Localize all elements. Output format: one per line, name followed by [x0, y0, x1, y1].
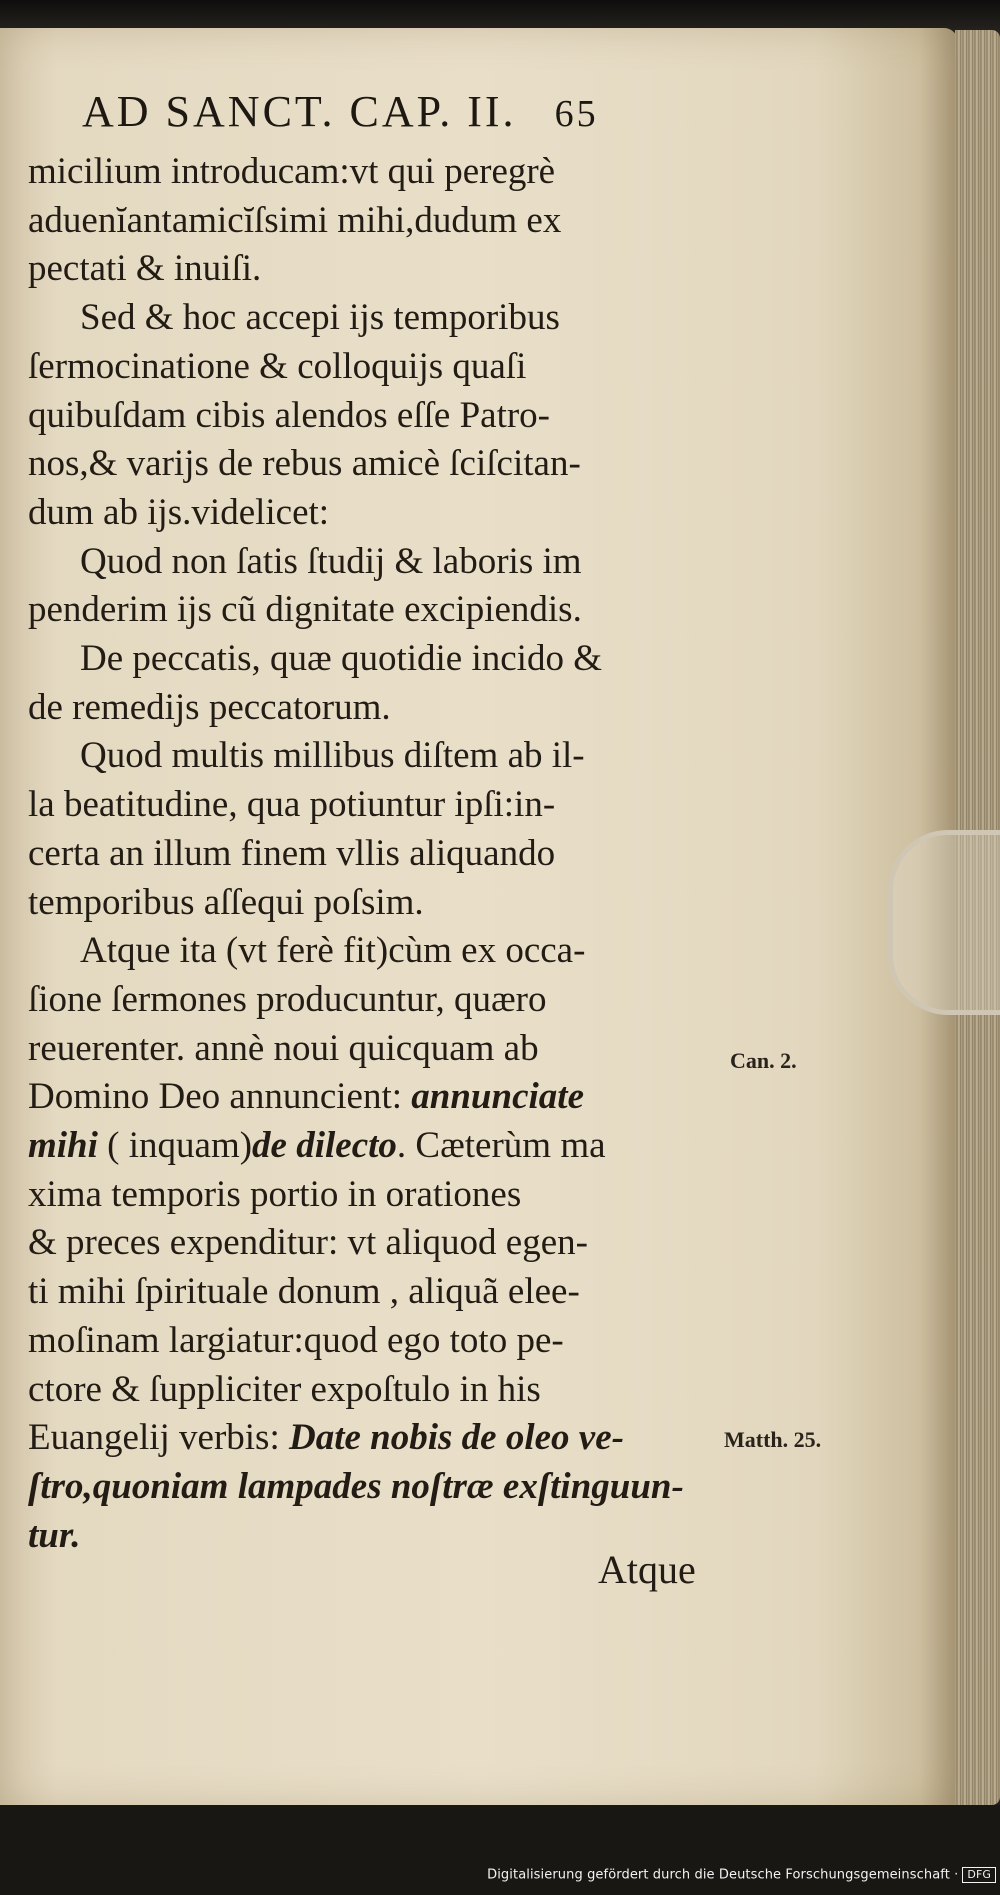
text-line [28, 1317, 564, 1365]
italic-segment: Date nobis de oleo ve- [289, 1417, 624, 1459]
text-segment: Domino Deo annuncient: [28, 1076, 412, 1118]
text-line [28, 879, 424, 927]
text-line [28, 1366, 541, 1414]
text-segment: Quod non ſatis ſtudij & laboris im [80, 540, 582, 582]
text-line [28, 830, 555, 878]
text-line [28, 1463, 684, 1511]
text-line [28, 1512, 80, 1560]
catchword: Atque [598, 1547, 696, 1592]
text-segment: certa an illum finem vllis aliquando [28, 832, 556, 874]
italic-segment: de dilecto [252, 1125, 397, 1166]
text-line [28, 781, 555, 829]
text-segment: . Cæterùm ma [396, 1125, 606, 1166]
text-line [28, 197, 561, 245]
text-segment: Atque ita (vt ferè fit)cùm ex occa- [80, 930, 586, 972]
italic-segment: annunciate [411, 1076, 584, 1118]
text-line [80, 927, 585, 975]
text-line [28, 1122, 606, 1170]
text-line [80, 294, 560, 342]
text-segment: Sed & hoc accepi ijs temporibus [80, 297, 560, 339]
text-segment: nos,& varijs de rebus amicè ſciſcitan- [28, 443, 581, 485]
text-segment: aduenĭantamicĭſsimi mihi,dudum ex [28, 199, 562, 241]
italic-segment: mihi [28, 1125, 98, 1166]
text-line [28, 586, 582, 634]
running-header [82, 86, 732, 137]
text-segment: moſinam largiatur:quod ego toto pe- [28, 1319, 564, 1361]
text-line [28, 1073, 584, 1121]
text-segment: micilium introducam:vt qui peregrè [28, 151, 556, 192]
text-line [28, 1268, 580, 1316]
text-line [28, 392, 550, 440]
text-line [28, 1025, 539, 1073]
text-line [28, 1219, 588, 1267]
text-segment: la beatitudine, qua potiuntur ipſi:in- [28, 784, 556, 826]
text-segment: Euangelij verbis: [28, 1417, 289, 1459]
digitization-footer [487, 1867, 996, 1883]
text-segment: de remedijs peccatorum. [28, 686, 391, 728]
text-line [28, 1414, 624, 1462]
dfg-logo: DFG [962, 1867, 996, 1883]
text-segment: ctore & ſuppliciter expoſtulo in his [28, 1368, 541, 1410]
text-line [80, 732, 585, 780]
italic-segment: tur. [28, 1514, 81, 1556]
text-line [28, 343, 526, 391]
text-segment: ſione ſermones producuntur, quæro [28, 978, 547, 1020]
text-segment: pectati & inuiſi. [28, 248, 262, 290]
text-segment: reuerenter. annè noui quicquam ab [28, 1027, 539, 1069]
margin-note-matth: Matth. 25. [724, 1427, 822, 1452]
text-line [28, 489, 329, 537]
text-line [28, 1171, 521, 1219]
text-segment: ( inquam) [97, 1125, 253, 1166]
text-line [28, 976, 546, 1024]
text-segment: penderim ijs cũ dignitate excipiendis. [28, 589, 582, 631]
text-segment: Quod multis millibus diſtem ab il- [80, 735, 585, 777]
italic-segment: ſtro,quoniam lampades noſtræ exſtinguun- [28, 1465, 684, 1507]
text-line [28, 684, 391, 732]
page-number: 65 [554, 93, 599, 135]
text-segment: De peccatis, quæ quotidie incido & [80, 638, 602, 679]
footer-notice: Digitalisierung gefördert durch die Deutsche Forschungsgemeinschaft · [487, 1867, 959, 1883]
text-line [28, 245, 261, 293]
text-segment: quibuſdam cibis alendos eſſe Patro- [28, 394, 550, 436]
text-segment: ti mihi ſpirituale donum , aliquã elee- [28, 1271, 580, 1313]
book-clasp-tab [888, 830, 1000, 1015]
text-line [80, 538, 582, 586]
text-segment: temporibus aſſequi poſsim. [28, 881, 424, 923]
text-segment: dum ab ijs.videlicet: [28, 491, 330, 533]
margin-note-cant: Can. 2. [730, 1048, 797, 1073]
running-title: AD SANCT. CAP. II. [82, 87, 517, 136]
text-line [28, 440, 581, 488]
text-segment: xima temporis portio in orationes [28, 1173, 522, 1215]
text-segment: ſermocinatione & colloquijs quaſi [28, 345, 527, 387]
text-line [80, 635, 602, 683]
text-line [28, 148, 555, 196]
text-segment: & preces expenditur: vt aliquod egen- [28, 1222, 588, 1264]
